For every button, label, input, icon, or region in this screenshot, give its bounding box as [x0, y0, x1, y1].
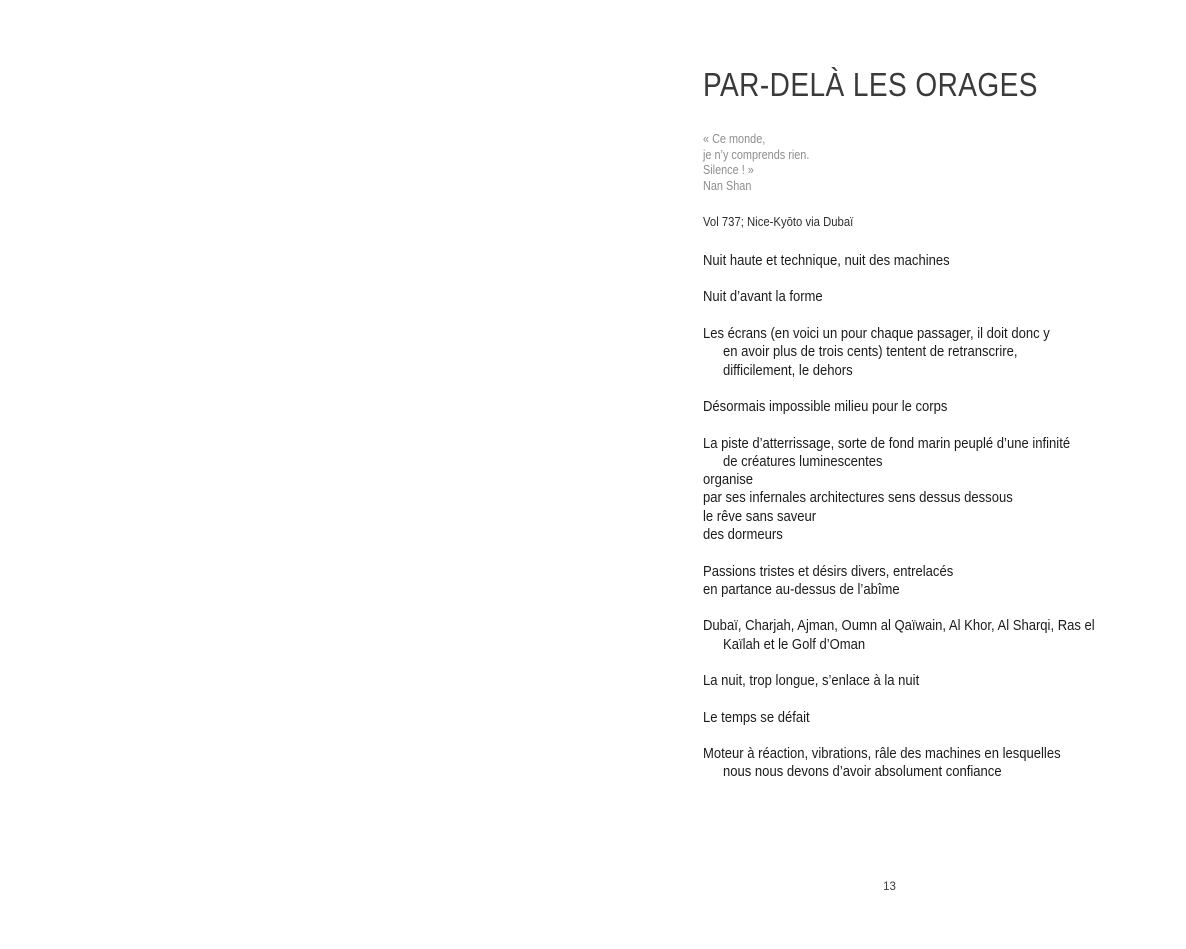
poem-line: Dubaï, Charjah, Ajman, Oumn al Qaïwain, Al Khor, Al Sharqi, Ras el — [703, 617, 1095, 635]
poem-line: Désormais impossible milieu pour le corps — [703, 398, 948, 416]
poem-line: difficilement, le dehors — [723, 361, 853, 379]
poem-line: La nuit, trop longue, s’enlace à la nuit — [703, 672, 920, 690]
stanza — [703, 325, 1076, 380]
poem-title: PAR-DELÀ LES ORAGES — [703, 66, 1038, 103]
stanza — [703, 435, 1076, 545]
poem-line: La piste d’atterrissage, sorte de fond marin peuplé d’une infinité — [703, 434, 1071, 452]
poem-line: Les écrans (en voici un pour chaque passager, il doit donc y — [703, 324, 1050, 342]
stanza — [703, 745, 1076, 782]
stanza — [703, 398, 1076, 416]
stanza — [703, 563, 1076, 600]
epigraph-attribution: Nan Shan — [703, 178, 752, 193]
stanza — [703, 288, 1076, 306]
poem-line: nous nous devons d’avoir absolument confiance — [723, 763, 1002, 781]
epigraph-line: je n’y comprends rien. — [703, 147, 810, 162]
poem-column — [703, 66, 1095, 782]
poem-line: organise — [703, 471, 754, 489]
stanza — [703, 252, 1076, 270]
epigraph-line: « Ce monde, — [703, 132, 766, 146]
poem-line: des dormeurs — [703, 526, 783, 544]
poem-line: Nuit haute et technique, nuit des machines — [703, 252, 950, 269]
poem-line: par ses infernales architectures sens dessus dessous — [703, 489, 1013, 507]
flight-note: Vol 737; Nice-Kyōto via Dubaï — [703, 214, 854, 229]
poem-line: de créatures luminescentes — [723, 452, 883, 470]
poem-line: Kaïlah et le Golf d’Oman — [723, 635, 866, 653]
stanza — [703, 672, 1076, 690]
poem-line: en avoir plus de trois cents) tentent de retranscrire, — [723, 343, 1018, 361]
epigraph — [703, 132, 1028, 194]
poem-line: en partance au-dessus de l’abîme — [703, 580, 900, 598]
page-number: 13 — [883, 881, 896, 893]
poem-line: le rêve sans saveur — [703, 507, 817, 525]
stanza — [703, 709, 1076, 727]
epigraph-line: Silence ! » — [703, 163, 754, 177]
poem-line: Passions tristes et désirs divers, entrelacés — [703, 562, 954, 580]
poem-line: Moteur à réaction, vibrations, râle des machines en lesquelles — [703, 745, 1061, 763]
stanza — [703, 617, 1095, 654]
poem-line: Le temps se défait — [703, 708, 810, 726]
poem-line: Nuit d’avant la forme — [703, 288, 823, 306]
